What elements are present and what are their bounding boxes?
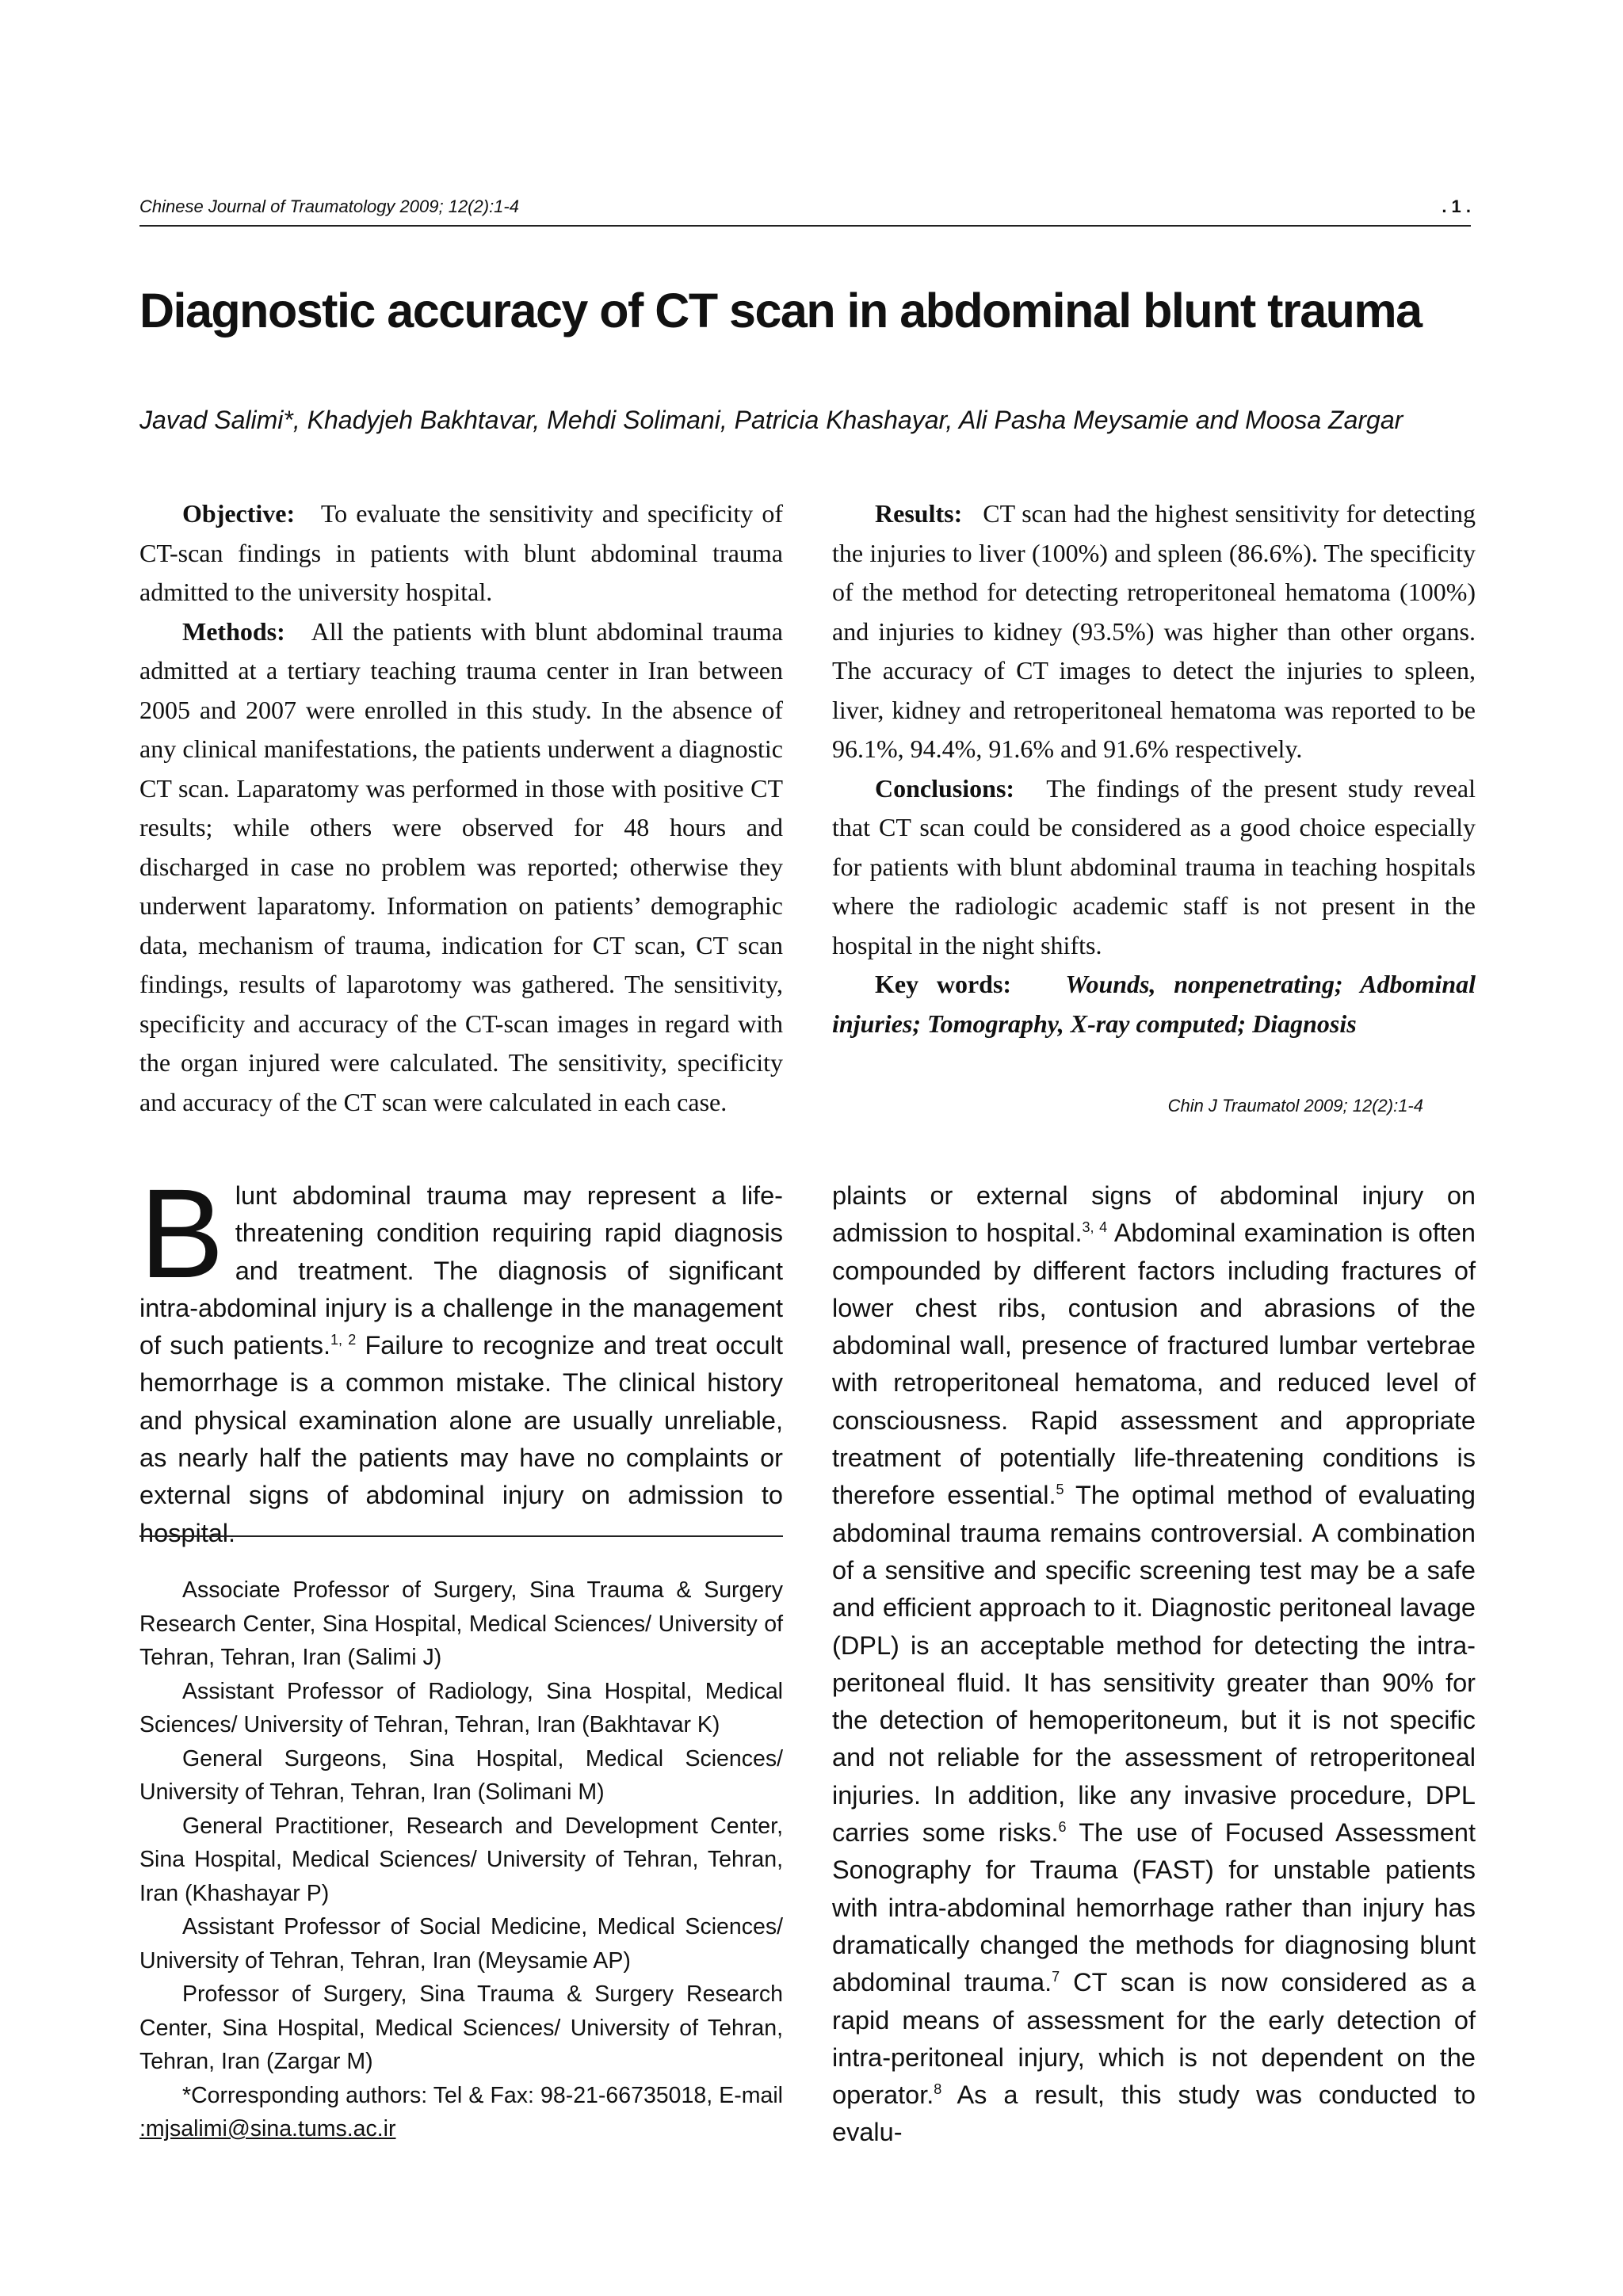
affiliation-item: General Surgeons, Sina Hospital, Medical Sciences/ University of Tehran, Tehran, Iran (Solimani M) (139, 1745, 783, 1805)
abstract-keywords (832, 965, 1476, 1043)
intro-paragraph-continued (832, 1177, 1476, 2152)
keywords-text: Wounds, nonpenetrating; Adbominal injuries; Tomography, X-ray computed; Diagnosis (832, 970, 1476, 1038)
dropcap-letter: B (139, 1162, 224, 1304)
page-number: . 1 . (1442, 196, 1471, 216)
intro-text-4: The optimal method of evaluating abdominal trauma remains controversial. A combination of a sensitive and specific screening test may be a safe and efficient approach to it. Diagnostic peritoneal lavage (DPL) is an acceptable method for detecting the intra-peritoneal fluid. It has sensitivity greater than 90% for the detection of hemoperitoneum, but it is not specific and not reliable for the assessment of retroperitoneal injuries. In addition, like any invasive procedure, DPL carries some risks. (832, 1481, 1476, 1848)
objective-text: To evaluate the sensitivity and specificity of CT-scan findings in patients with blunt abdominal trauma admitted to the university hospital. (139, 499, 784, 606)
affiliation-item: Professor of Surgery, Sina Trauma & Surgery Research Center, Sina Hospital, Medical Sciences/ University of Tehran, Tehran, Iran (Zargar M) (139, 1981, 783, 2074)
intro-text-7: As a result, this study was conducted to evalu- (832, 2081, 1476, 2147)
reference-8: 8 (934, 2081, 942, 2098)
body-column-left (139, 1162, 783, 1547)
abstract-column-right (832, 494, 1476, 1081)
running-header (139, 193, 1471, 227)
email-link[interactable]: :mjsalimi@sina.tums.ac.ir (139, 2116, 396, 2142)
footnote-divider (139, 1535, 783, 1537)
reference-3-4-inline: 3, 4 (1082, 1219, 1108, 1236)
conclusions-label: Conclusions: (875, 773, 1015, 803)
body-column-right (832, 1177, 1476, 2152)
affiliations-block (139, 1573, 783, 2146)
short-citation: Chin J Traumatol 2009; 12(2):1-4 (1167, 1096, 1423, 1116)
results-label: Results: (875, 499, 963, 528)
reference-7: 7 (1052, 1969, 1060, 1985)
intro-paragraph-start (139, 1162, 783, 1552)
intro-text-6: CT scan is now considered as a rapid means of assessment for the early detection of intra-peritoneal injury, which is not dependent on the operator. (832, 1968, 1476, 2110)
intro-text-bridge: plaints or external signs of abdominal injury on admission to hospital. (832, 1181, 1476, 1248)
reference-1-2: 1, 2 (330, 1332, 357, 1348)
affiliation-item: Associate Professor of Surgery, Sina Trauma & Surgery Research Center, Sina Hospital, Medical Sciences/ University of Tehran, Tehran, Iran (Salimi J) (139, 1577, 783, 1670)
conclusions-text: The findings of the present study reveal that CT scan could be considered as a good choice especially for patients with blunt abdominal trauma in teaching hospitals where the radiologic academic staff is not present in the hospital in the night shifts. (832, 773, 1476, 959)
affiliation-item: Assistant Professor of Radiology, Sina Hospital, Medical Sciences/ University of Tehran, Tehran, Iran (Bakhtavar K) (139, 1678, 783, 1737)
corresponding-author (139, 2079, 783, 2146)
reference-5: 5 (1056, 1482, 1064, 1498)
reference-6: 6 (1058, 1819, 1067, 1836)
intro-text-1: lunt abdominal trauma may represent a life-threatening condition requiring rapid diagnosis and treatment. The diagnosis of significant intra-abdominal injury is a challenge in the management of such patients. (139, 1181, 783, 1360)
abstract-results (832, 494, 1476, 769)
results-text: CT scan had the highest sensitivity for detecting the injuries to liver (100%) and spleen (86.6%). The specificity of the method for detecting retroperitoneal hematoma (100%) and injuries to kidney (93.5%) was higher than other organs. The accuracy of CT images to detect the injuries to spleen, liver, kidney and retroperitoneal hematoma was reported to be 96.1%, 94.4%, 91.6% and 91.6% respectively. (832, 499, 1476, 763)
methods-label: Methods: (182, 616, 285, 646)
journal-citation: Chinese Journal of Traumatology 2009; 12(2):1-4 (139, 196, 519, 216)
methods-text: All the patients with blunt abdominal trauma admitted at a tertiary teaching trauma center in Iran between 2005 and 2007 were enrolled in this study. In the absence of any clinical manifestations, the patients underwent a diagnostic CT scan. Laparatomy was performed in those with positive CT results; while others were observed for 48 hours and discharged in case no problem was reported; otherwise they underwent laparatomy. Information on patients’ demographic data, mechanism of trauma, indication for CT scan, CT scan findings, results of laparotomy was gathered. The sensitivity, specificity and accuracy of the CT-scan images in regard with the organ injured were calculated. The sensitivity, specificity and accuracy of the CT scan were calculated in each case. (139, 616, 784, 1116)
affiliation-item: Assistant Professor of Social Medicine, Medical Sciences/ University of Tehran, Tehran, Iran (Meysamie AP) (139, 1914, 783, 1974)
article-title: Diagnostic accuracy of CT scan in abdominal blunt trauma (139, 284, 1422, 338)
abstract-objective (139, 494, 783, 612)
corresponding-text: *Corresponding authors: Tel & Fax: 98-21-66735018, E-mail (182, 2082, 783, 2108)
objective-label: Objective: (182, 499, 296, 528)
author-list: Javad Salimi*, Khadyjeh Bakhtavar, Mehdi Solimani, Patricia Khashayar, Ali Pasha Meysamie and Moosa Zargar (139, 406, 1403, 434)
abstract-conclusions (832, 769, 1476, 966)
intro-text-3: Abdominal examination is often compounded by different factors including fractures of lower chest ribs, contusion and abrasions of the abdominal wall, presence of fractured lumbar vertebrae with retroperitoneal hematoma, and reduced level of consciousness. Rapid assessment and appropriate treatment of potentially life-threatening conditions is therefore essential. (832, 1219, 1476, 1510)
intro-text-2: Failure to recognize and treat occult hemorrhage is a common mistake. The clinical history and physical examination alone are usually unreliable, as nearly half the patients may have no complaints or external signs of abdominal injury on admission to hospital. (139, 1331, 783, 1547)
keywords-label: Key words: (875, 970, 1012, 998)
intro-text-5: The use of Focused Assessment Sonography for Trauma (FAST) for unstable patients with intra-abdominal hemorrhage rather than injury has dramatically changed the methods for diagnosing blunt abdominal trauma. (832, 1818, 1476, 1997)
abstract-column-left (139, 494, 783, 1116)
abstract-methods (139, 612, 783, 1123)
affiliation-item: General Practitioner, Research and Development Center, Sina Hospital, Medical Sciences/ University of Tehran, Tehran, Iran (Khashayar P) (139, 1813, 783, 1906)
